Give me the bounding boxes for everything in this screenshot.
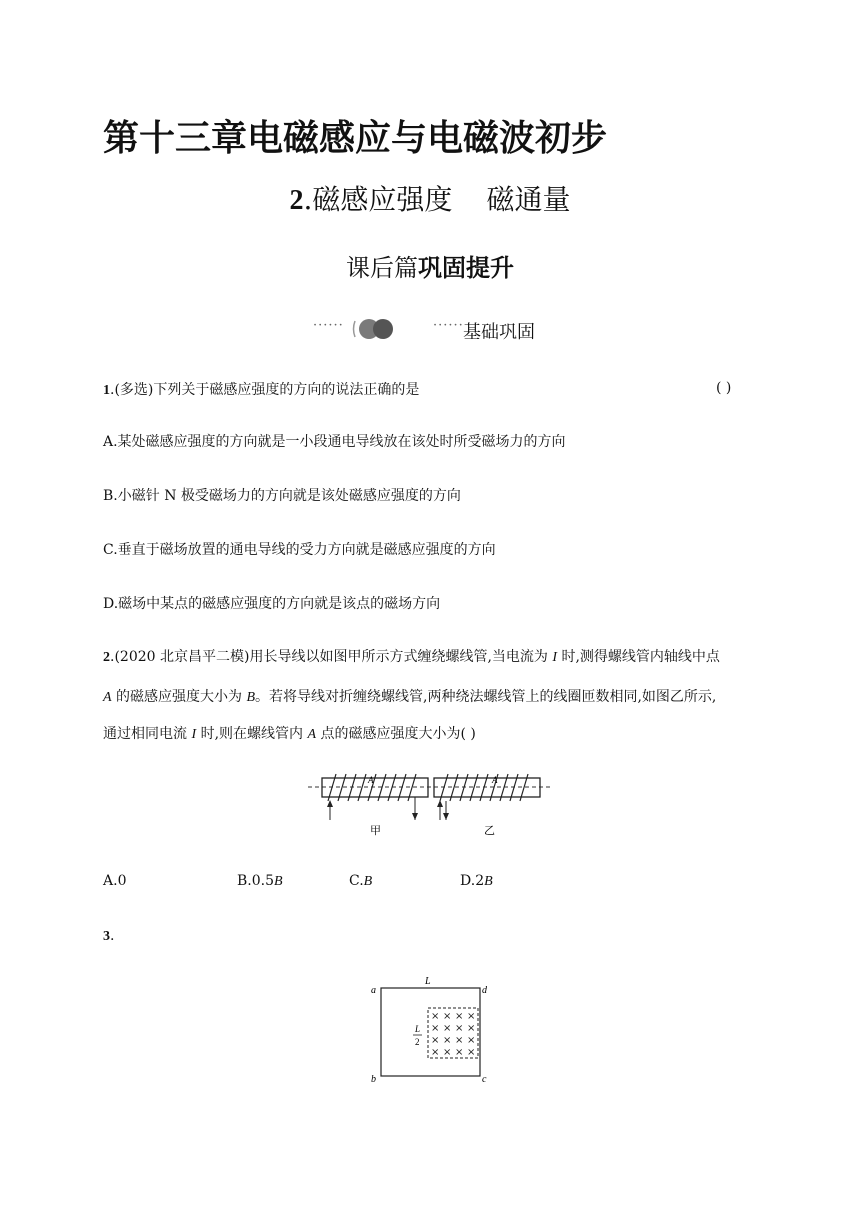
q2-line1: 2.(2020 北京昌平二模)用长导线以如图甲所示方式缠绕螺线管,当电流为 I 时,测得螺线管内轴线中点 [103,649,720,665]
q1-number: 1 [103,383,110,398]
svg-text:2: 2 [415,1037,420,1047]
chapter-title: 第十三章电磁感应与电磁波初步 [103,118,608,159]
svg-text:A: A [492,775,498,785]
section-title-b: 磁通量 [486,183,571,216]
q2-option-c: C.B [349,873,373,889]
field-mark: × [467,1023,476,1034]
svg-text:b: b [371,1074,376,1085]
q1-option-d: D.磁场中某点的磁感应强度的方向就是该点的磁场方向 [103,596,441,612]
field-mark: × [455,1035,464,1046]
q1-stem: 1.(多选)下列关于磁感应强度的方向的说法正确的是 [103,382,420,398]
field-mark: × [467,1047,476,1058]
level-bar [313,316,553,344]
field-mark: × [467,1035,476,1046]
field-mark: × [431,1011,440,1022]
field-mark: × [455,1047,464,1058]
svg-text:L: L [425,976,431,987]
svg-text:A: A [368,775,374,785]
q3-stem: 3. [103,928,115,944]
q1-option-a: A.某处磁感应强度的方向就是一小段通电导线放在该处时所受磁场力的方向 [103,434,566,450]
svg-text:a: a [371,985,376,996]
q1-option-b: B.小磁针 N 极受磁场力的方向就是该处磁感应强度的方向 [103,488,461,504]
q3-loop-figure [360,972,500,1090]
q2-option-a: A.0 [103,873,127,889]
svg-text:d: d [482,985,487,996]
field-mark: × [443,1023,452,1034]
svg-text:c: c [482,1074,487,1085]
figure-label-jia: 甲 [370,824,381,837]
section-title-a: .磁感应强度 [303,183,453,216]
field-mark: × [455,1011,464,1022]
field-mark: × [443,1011,452,1022]
field-mark: × [431,1047,440,1058]
section-title [0,178,860,218]
q2-option-d: D.2B [460,873,493,889]
q1-option-c: C.垂直于磁场放置的通电导线的受力方向就是磁感应强度的方向 [103,542,496,558]
section-number: 2 [289,185,304,216]
level-dots-right: ······ [433,318,464,333]
svg-text:L: L [415,1024,421,1034]
q1-answer-paren: ( ) [716,380,732,396]
subtitle [0,248,860,283]
field-mark: × [455,1023,464,1034]
subtitle-bold: 巩固提升 [418,254,514,282]
field-mark: × [431,1035,440,1046]
subtitle-plain: 课后篇 [346,254,418,282]
level-label: 基础巩固 [463,322,535,343]
field-mark: × [467,1011,476,1022]
field-mark: × [443,1035,452,1046]
level-dots-left: ······ [313,318,344,333]
q2-line2: A 的磁感应强度大小为 B。若将导线对折缠绕螺线管,两种绕法螺线管上的线圈匝数相同,如图乙所示, [103,689,717,705]
figure-label-yi: 乙 [484,824,495,837]
field-mark: × [443,1047,452,1058]
q3-number: 3 [103,929,110,944]
field-mark: × [431,1023,440,1034]
q2-number: 2 [103,650,110,665]
level-icon [351,316,399,342]
q2-solenoid-figure [306,770,556,840]
q2-option-b: B.0.5B [237,873,283,889]
q2-line3: 通过相同电流 I 时,则在螺线管内 A 点的磁感应强度大小为( ) [103,726,476,742]
